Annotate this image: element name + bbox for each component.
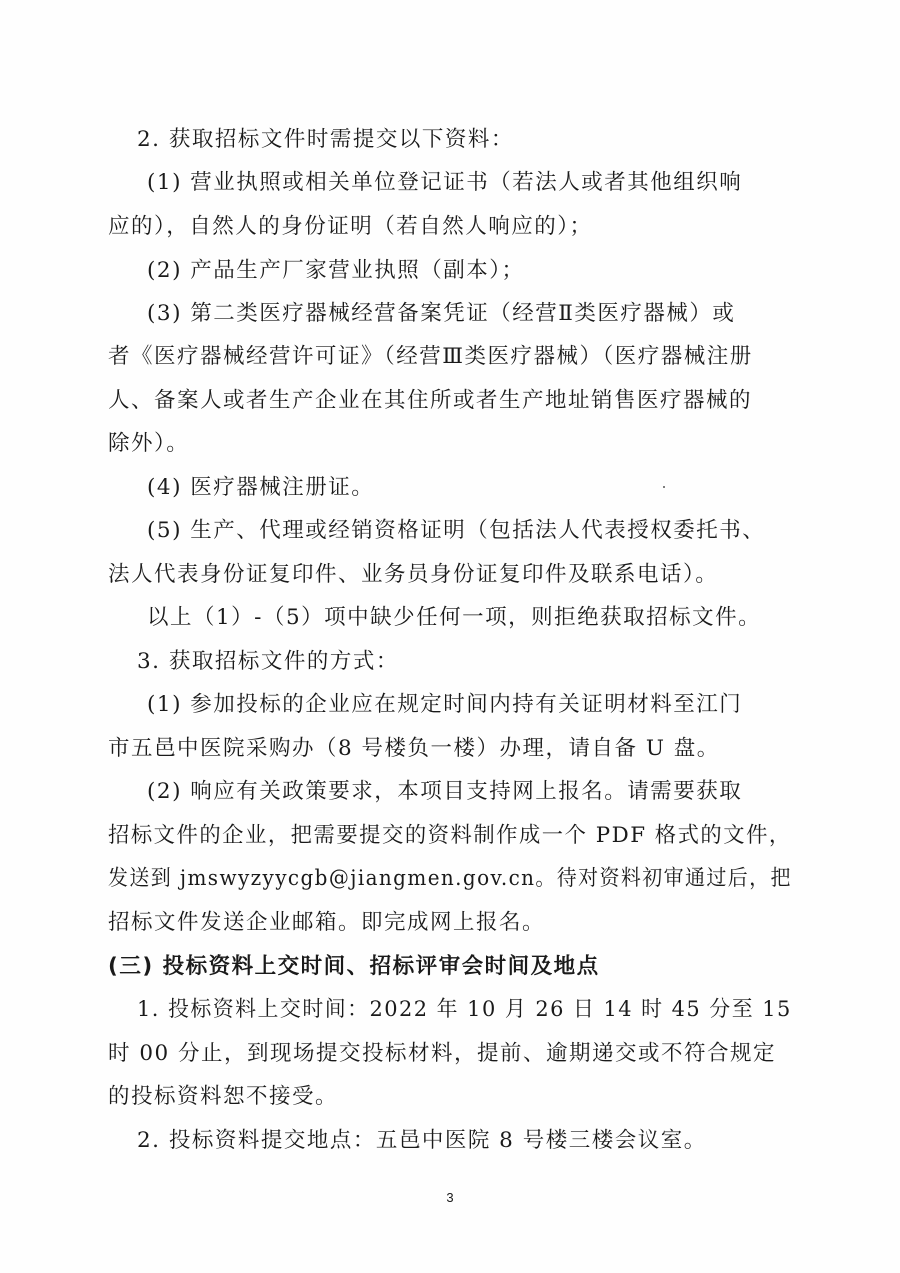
paragraph-line: 市五邑中医院采购办（8 号楼负一楼）办理，请自备 U 盘。 <box>108 736 720 761</box>
paragraph-line: 2. 投标资料提交地点：五邑中医院 8 号楼三楼会议室。 <box>137 1128 707 1153</box>
paragraph-line: 除外）。 <box>108 431 190 456</box>
paragraph-line: 发送到 jmswyzyycgb@jiangmen.gov.cn。待对资料初审通过后，把 <box>108 866 792 891</box>
paragraph-line: 人、备案人或者生产企业在其住所或者生产地址销售医疗器械的 <box>108 388 753 413</box>
paragraph-line: 时 00 分止，到现场提交投标材料，提前、逾期递交或不符合规定 <box>108 1041 777 1066</box>
paragraph-line: 招标文件的企业，把需要提交的资料制作成一个 PDF 格式的文件， <box>108 823 792 848</box>
paragraph-line: (2) 响应有关政策要求，本项目支持网上报名。请需要获取 <box>147 779 743 804</box>
paragraph-line: (3) 第二类医疗器械经营备案凭证（经营Ⅱ类医疗器械）或 <box>147 301 736 326</box>
paragraph-line: 应的），自然人的身份证明（若自然人响应的）； <box>108 214 593 239</box>
section-heading: (三) 投标资料上交时间、招标评审会时间及地点 <box>108 954 600 979</box>
paragraph-line: 以上（1）-（5）项中缺少任何一项，则拒绝获取招标文件。 <box>147 605 762 630</box>
paragraph-line: (1) 营业执照或相关单位登记证书（若法人或者其他组织响 <box>147 170 743 195</box>
item-3-heading: 3. 获取招标文件的方式： <box>137 649 399 674</box>
paragraph-line: 法人代表身份证复印件、业务员身份证复印件及联系电话）。 <box>108 562 719 587</box>
paragraph-line: 的投标资料恕不接受。 <box>108 1084 339 1109</box>
paragraph-line: (4) 医疗器械注册证。 <box>147 475 375 500</box>
paragraph-line: 者《医疗器械经营许可证》（经营Ⅲ类医疗器械）（医疗器械注册 <box>108 344 753 369</box>
paragraph-line: (1) 参加投标的企业应在规定时间内持有关证明材料至江门 <box>147 692 743 717</box>
paragraph-line: (2) 产品生产厂家营业执照（副本）； <box>147 258 525 283</box>
item-2-heading: 2. 获取招标文件时需提交以下资料： <box>137 127 514 152</box>
paragraph-line: (5) 生产、代理或经销资格证明（包括法人代表授权委托书、 <box>147 518 766 543</box>
scan-speck <box>663 486 665 488</box>
page-number: 3 <box>446 1190 454 1205</box>
paragraph-line: 1. 投标资料上交时间：2022 年 10 月 26 日 14 时 45 分至 15 <box>137 997 792 1022</box>
paragraph-line: 招标文件发送企业邮箱。即完成网上报名。 <box>108 910 546 935</box>
